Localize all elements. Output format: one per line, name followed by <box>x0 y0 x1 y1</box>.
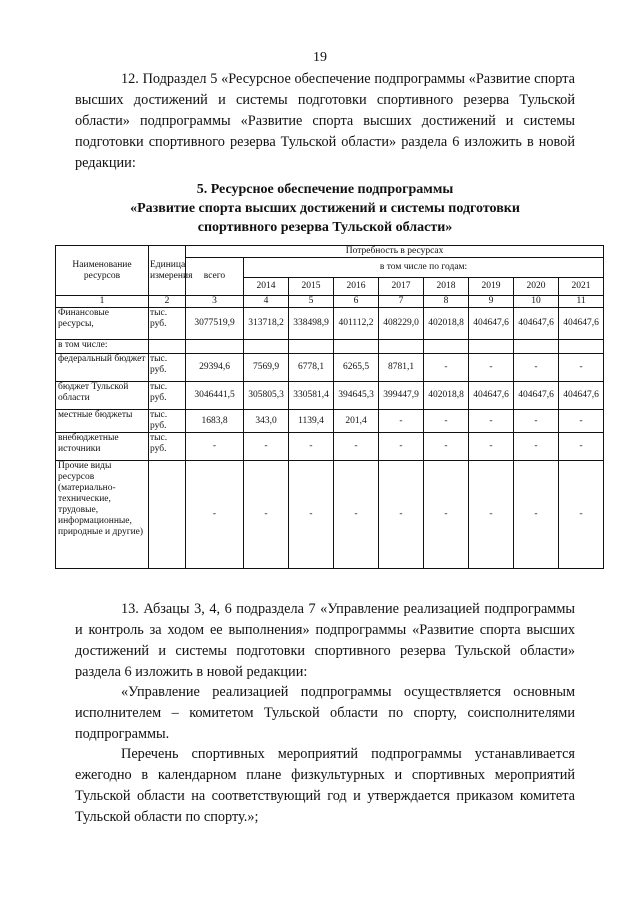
table-row <box>56 340 604 354</box>
row-year-value: 404647,6 <box>469 382 514 410</box>
header-year: 2020 <box>514 278 559 296</box>
row-year-value: - <box>514 433 559 461</box>
row-name: федеральный бюджет <box>56 354 149 382</box>
header-need: Потребность в ресурсах <box>186 246 604 258</box>
row-year-value: - <box>424 410 469 433</box>
intro-paragraph: 12. Подраздел 5 «Ресурсное обеспечение подпрограммы «Развитие спорта высших достижений и системы подготовки спортивного резерва Тульской области» подпрограммы «Развитие спорта высших достижений и системы подготовки спортивного резерва Тульской области» раздела 6 изложить в новой редакции: <box>75 71 575 172</box>
column-index: 10 <box>514 296 559 308</box>
row-year-value: 399447,9 <box>379 382 424 410</box>
column-index: 2 <box>149 296 186 308</box>
row-unit <box>149 340 186 354</box>
row-year-value: - <box>424 433 469 461</box>
row-year-value: - <box>559 354 604 382</box>
paragraph-management: «Управление реализацией подпрограммы осуществляется основным исполнителем – комитетом Тульской области по спорту, соисполнителями подпрограммы. <box>75 684 575 743</box>
row-year-value: 404647,6 <box>559 382 604 410</box>
column-index: 11 <box>559 296 604 308</box>
row-year-value: 1139,4 <box>289 410 334 433</box>
row-year-value: 402018,8 <box>424 382 469 410</box>
paragraph-13: 13. Абзацы 3, 4, 6 подраздела 7 «Управление реализацией подпрограммы и контроль за ходом ее выполнения» подпрограммы «Развитие спорта высших достижений и системы подготовки спортивного резерва Тульской области» раздела 6 изложить в новой редакции: <box>75 601 575 681</box>
header-total: всего <box>186 258 244 296</box>
row-total: 3046441,5 <box>186 382 244 410</box>
column-index: 7 <box>379 296 424 308</box>
row-unit: тыс. руб. <box>149 354 186 382</box>
row-year-value: 6778,1 <box>289 354 334 382</box>
section-heading <box>80 180 570 237</box>
row-year-value: - <box>379 433 424 461</box>
header-unit: Единица измерения <box>149 246 186 296</box>
row-year-value: - <box>289 433 334 461</box>
table-row <box>56 433 604 461</box>
row-year-value: - <box>469 410 514 433</box>
row-name: Прочие виды ресурсов (материально-технические, трудовые, информационные, природные и другие) <box>56 461 149 569</box>
row-year-value: 6265,5 <box>334 354 379 382</box>
row-name: бюджет Тульской области <box>56 382 149 410</box>
table-row <box>56 461 604 569</box>
row-year-value: 404647,6 <box>559 308 604 340</box>
row-year-value: - <box>514 461 559 569</box>
table-row <box>56 308 604 340</box>
row-year-value <box>334 340 379 354</box>
row-year-value: 313718,2 <box>244 308 289 340</box>
row-year-value: - <box>559 461 604 569</box>
row-year-value: 343,0 <box>244 410 289 433</box>
row-year-value <box>289 340 334 354</box>
page-number: 19 <box>313 50 327 65</box>
column-index: 8 <box>424 296 469 308</box>
row-year-value <box>379 340 424 354</box>
row-year-value: - <box>424 354 469 382</box>
row-year-value: 402018,8 <box>424 308 469 340</box>
column-index: 6 <box>334 296 379 308</box>
row-year-value: 305805,3 <box>244 382 289 410</box>
resource-table <box>55 245 604 569</box>
row-year-value: 394645,3 <box>334 382 379 410</box>
row-unit: тыс. руб. <box>149 433 186 461</box>
row-year-value: 201,4 <box>334 410 379 433</box>
row-year-value: - <box>244 461 289 569</box>
row-year-value <box>244 340 289 354</box>
row-year-value <box>559 340 604 354</box>
row-year-value: 338498,9 <box>289 308 334 340</box>
column-index: 9 <box>469 296 514 308</box>
column-index: 1 <box>56 296 149 308</box>
row-unit: тыс. руб. <box>149 410 186 433</box>
column-index: 3 <box>186 296 244 308</box>
heading-line-2: «Развитие спорта высших достижений и системы подготовки <box>130 201 520 216</box>
row-year-value: 404647,6 <box>469 308 514 340</box>
header-year: 2014 <box>244 278 289 296</box>
row-year-value <box>469 340 514 354</box>
row-year-value <box>424 340 469 354</box>
row-year-value: - <box>559 433 604 461</box>
row-year-value <box>514 340 559 354</box>
table-row <box>56 354 604 382</box>
header-year: 2018 <box>424 278 469 296</box>
row-year-value: - <box>469 461 514 569</box>
table-row <box>56 410 604 433</box>
row-total <box>186 340 244 354</box>
row-year-value: - <box>289 461 334 569</box>
row-year-value: - <box>514 354 559 382</box>
row-name: местные бюджеты <box>56 410 149 433</box>
row-year-value: - <box>334 461 379 569</box>
row-year-value: - <box>514 410 559 433</box>
row-total: - <box>186 461 244 569</box>
header-year: 2016 <box>334 278 379 296</box>
header-year: 2021 <box>559 278 604 296</box>
row-unit: тыс. руб. <box>149 382 186 410</box>
row-unit: тыс. руб. <box>149 308 186 340</box>
row-name: Финансовые ресурсы, <box>56 308 149 340</box>
row-year-value: - <box>379 410 424 433</box>
row-year-value: - <box>334 433 379 461</box>
row-year-value: 8781,1 <box>379 354 424 382</box>
row-year-value: 330581,4 <box>289 382 334 410</box>
row-total: 1683,8 <box>186 410 244 433</box>
table-row <box>56 382 604 410</box>
row-unit <box>149 461 186 569</box>
row-total: 3077519,9 <box>186 308 244 340</box>
row-year-value: - <box>469 354 514 382</box>
column-index: 5 <box>289 296 334 308</box>
row-year-value: 7569,9 <box>244 354 289 382</box>
row-total: - <box>186 433 244 461</box>
paragraph-events: Перечень спортивных мероприятий подпрограммы устанавливается ежегодно в календарном плане физкультурных и спортивных мероприятий Тульской области на соответствующий год и утверждается приказом комитета Тульской области по спорту.»; <box>75 746 575 826</box>
row-year-value: - <box>559 410 604 433</box>
row-year-value: - <box>244 433 289 461</box>
heading-line-3: спортивного резерва Тульской области» <box>197 220 453 235</box>
row-year-value: - <box>379 461 424 569</box>
row-year-value: 408229,0 <box>379 308 424 340</box>
heading-line-1: 5. Ресурсное обеспечение подпрограммы <box>196 182 454 197</box>
header-year: 2019 <box>469 278 514 296</box>
header-name: Наименование ресурсов <box>56 246 149 296</box>
row-total: 29394,6 <box>186 354 244 382</box>
row-name: внебюджетные источники <box>56 433 149 461</box>
row-year-value: 404647,6 <box>514 382 559 410</box>
column-index: 4 <box>244 296 289 308</box>
row-year-value: - <box>469 433 514 461</box>
header-by-years: в том числе по годам: <box>244 258 604 278</box>
header-year: 2015 <box>289 278 334 296</box>
row-year-value: 401112,2 <box>334 308 379 340</box>
row-name: в том числе: <box>56 340 149 354</box>
header-year: 2017 <box>379 278 424 296</box>
row-year-value: 404647,6 <box>514 308 559 340</box>
row-year-value: - <box>424 461 469 569</box>
